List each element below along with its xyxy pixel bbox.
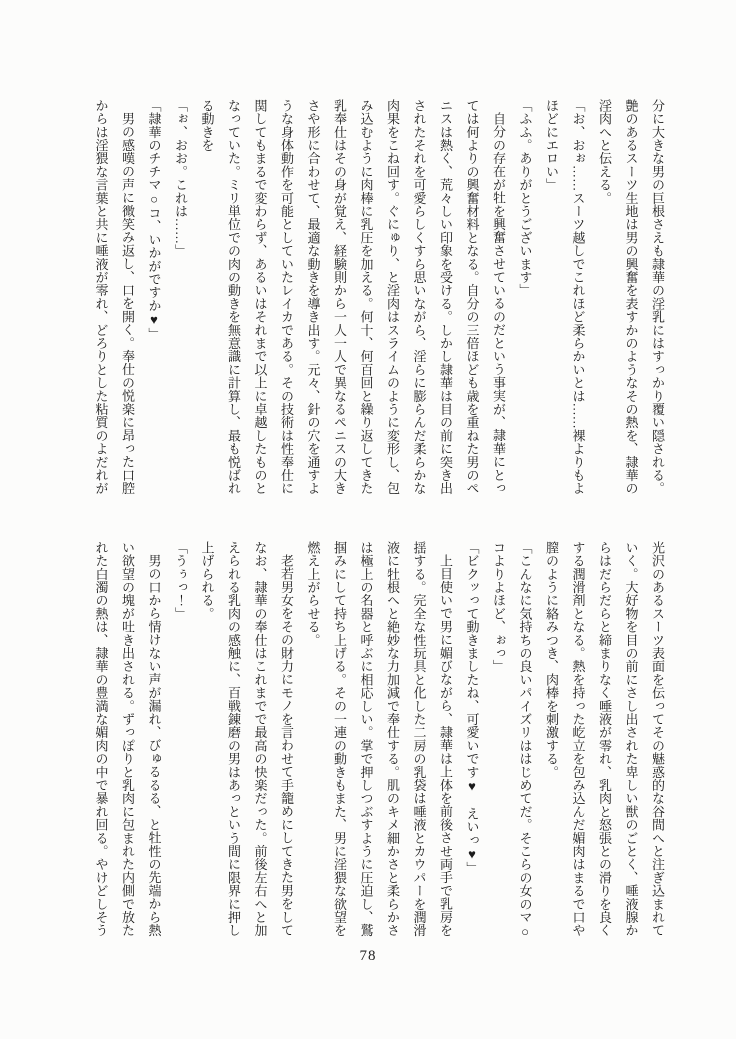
text-column: 自分の存在が牡を興奮させているのだという事実が、隷華にとっ [491, 112, 506, 495]
text-column: 男の口から情けない声が漏れ、びゅるるる、と牡性の先端から熱 [146, 554, 162, 937]
text-column: 関してもまるで変わらず、あるいはそれまで以上に卓越したものと [252, 99, 268, 495]
text-column: 淫肉へと伝える。 [597, 99, 612, 205]
text-column: ニスは熱く、荒々しい印象を受ける。しかし隷華は目の前に突き出 [438, 99, 453, 495]
text-column: は極上の名器と呼ぶに相応しい。掌で押しつぶすように圧迫し、鷲 [358, 541, 374, 937]
text-column: さや形に合わせて、最適な動きを導き出す。元々、針の穴を通すよ [305, 99, 321, 495]
text-column: 「ふふ。ありがとうございます」 [517, 99, 533, 297]
text-column: 光沢のあるスーツ表面を伝ってその魅惑的な谷間へと注ぎ込まれて [650, 541, 665, 937]
bottom-text-block [87, 541, 670, 937]
page-number: 78 [359, 948, 377, 964]
text-column: 老若男女をその財力にモノを言わせて手籠めにしてきた男をして [279, 554, 294, 937]
text-column: 乳奉仕はその身が覚え、経験則から一人一人で異なるペニスの大き [332, 99, 347, 495]
text-column: ては何よりの興奮材料となる。自分の三倍ほども歳を重ねた男のペ [464, 99, 480, 495]
text-column: いく。大好物を目の前にさし出された卑しい獣のごとく、唾液腺か [623, 541, 639, 937]
text-column: からは淫猥な言葉と共に唾液が零れ、どろりとした粘質のよだれが [93, 99, 109, 495]
text-column: 「こんなに気持ちの良いパイズリははじめてだ。そこらの女のマ○ [517, 541, 533, 939]
text-column: 燃え上がらせる。 [305, 541, 321, 647]
text-column: 掴みにして持ち上げる。その一連の動きもまた、男に淫猥な欲望を [332, 541, 347, 937]
text-column: らはだらだらと締まりなく唾液が零れ、乳肉と怒張との滑りを良く [597, 541, 612, 937]
text-column: み込むように肉棒に乳圧を加える。何十、何百回と繰り返してきた [358, 99, 374, 495]
text-column: 艶のあるスーツ生地は男の興奮を表すかのようなその熱を、隷華の [623, 99, 639, 495]
text-column: 「隷華のチチマ○コ、いかがですか♥」 [146, 99, 162, 341]
text-column: コよりよほど、ぉっ」 [491, 541, 506, 673]
text-column: なお、隷華の奉仕はこれまでで最高の快楽だった。前後左右へと加 [252, 541, 268, 937]
text-column: れた白濁の熱は、隷華の豊満な媚肉の中で暴れ回る。やけどしそう [93, 541, 109, 937]
text-column: 男の感嘆の声に微笑み返し、口を開く。奉仕の悦楽に昂った口腔 [120, 112, 135, 495]
text-column: 肉果をこね回す。ぐにゅり、と淫肉はスライムのように変形し、包 [385, 99, 400, 495]
top-text-block [87, 99, 670, 495]
text-column: 分に大きな男の巨根さえも隷華の淫乳にはすっかり覆い隠される。 [650, 99, 665, 495]
text-column: えられる乳肉の感触に、百戦錬磨の男はあっという間に限界に押し [226, 541, 241, 937]
text-column: 「ぉ、おお。これは……」 [173, 99, 188, 258]
text-column: 上げられる。 [199, 541, 215, 621]
text-column: 「お、おぉ……スーツ越しでこれほど柔らかいとは……裸よりもよ [570, 99, 586, 495]
text-column: 膣のように絡みつき、肉棒を刺激する。 [544, 541, 559, 779]
text-column: うな身体動作を可能としていたレイカである。その技術は性奉仕に [279, 99, 294, 495]
text-column: ほどにエロい」 [544, 99, 559, 192]
text-column: されたそれを可愛らしくすら思いながら、淫らに膨らんだ柔らかな [411, 99, 427, 495]
text-column: 液に牡根へと絶妙な力加減で奉仕する。肌のキメ細かさと柔らかさ [385, 541, 400, 937]
text-column: い欲望の塊が吐き出される。ずっぽりと乳肉に包まれた内側で放た [120, 541, 135, 937]
text-column: 揺する。完全な性玩具と化した二房の乳袋は唾液とカウパーを潤滑 [411, 541, 427, 937]
text-column: 「うぅっ！」 [173, 541, 188, 621]
text-column: 上目使いで男に媚びながら、隷華は上体を前後させ両手で乳房を [438, 554, 453, 937]
text-column: なっていた。ミリ単位での肉の動きを無意識に計算し、最も悦ばれ [226, 99, 241, 495]
text-column: 「ビクッって動きましたね、可愛いです♥ えいっ♥」 [464, 541, 480, 875]
text-column: る動きを [199, 99, 215, 152]
text-column: する潤滑剤となる。熱を持った屹立を包み込んだ媚肉はまるで口や [570, 541, 586, 937]
